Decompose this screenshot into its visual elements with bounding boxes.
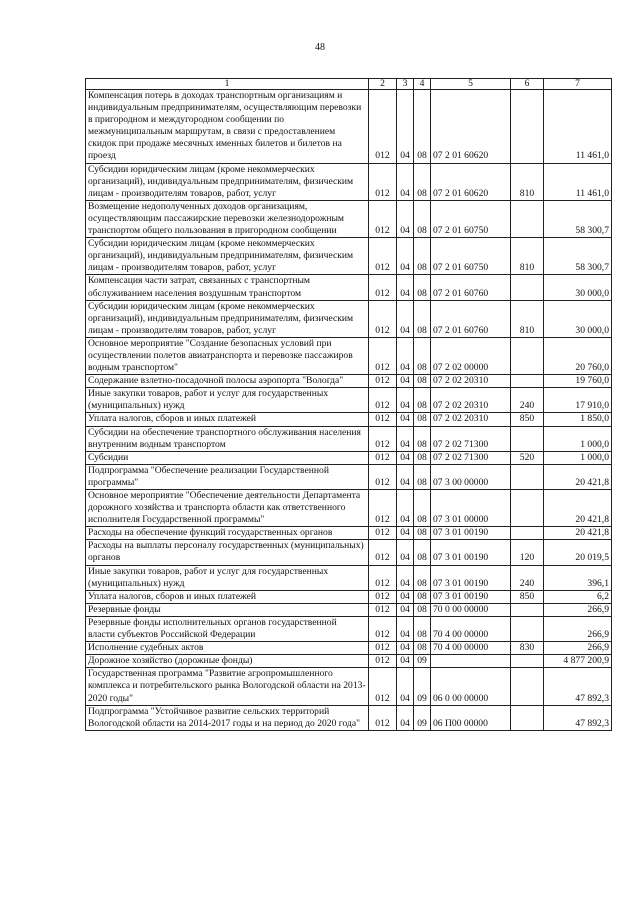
amount: 396,1 <box>544 565 612 590</box>
target-article-code: 07 2 01 60760 <box>431 275 511 300</box>
row-name: Расходы на выплаты персоналу государственных (муниципальных) органов <box>86 540 369 565</box>
amount: 4 877 200,9 <box>544 655 612 668</box>
subsection-code: 08 <box>414 616 431 641</box>
table-row <box>86 527 612 540</box>
amount: 266,9 <box>544 642 612 655</box>
target-article-code: 70 4 00 00000 <box>431 642 511 655</box>
subsection-code: 08 <box>414 90 431 164</box>
section-code: 04 <box>397 705 414 730</box>
subsection-code: 08 <box>414 163 431 200</box>
table-row <box>86 90 612 164</box>
section-code: 04 <box>397 388 414 413</box>
section-code: 04 <box>397 668 414 705</box>
section-code: 04 <box>397 540 414 565</box>
subsection-code: 08 <box>414 464 431 489</box>
header-cell: 4 <box>414 79 431 90</box>
row-name: Иные закупки товаров, работ и услуг для государственных (муниципальных) нужд <box>86 565 369 590</box>
section-code: 04 <box>397 642 414 655</box>
admin-code: 012 <box>369 200 397 237</box>
section-code: 04 <box>397 413 414 426</box>
target-article-code: 07 2 02 20310 <box>431 388 511 413</box>
section-code: 04 <box>397 337 414 374</box>
row-name: Резервные фонды <box>86 603 369 616</box>
admin-code: 012 <box>369 426 397 451</box>
target-article-code: 06 П00 00000 <box>431 705 511 730</box>
row-name: Субсидии юридическим лицам (кроме некоммерческих организаций), индивидуальным предпринимателям, физическим лицам - производителям товаров, работ, услуг <box>86 300 369 337</box>
admin-code: 012 <box>369 413 397 426</box>
amount: 20 019,5 <box>544 540 612 565</box>
table-row <box>86 590 612 603</box>
row-name: Дорожное хозяйство (дорожные фонды) <box>86 655 369 668</box>
target-article-code: 07 2 02 20310 <box>431 413 511 426</box>
table-row <box>86 655 612 668</box>
section-code: 04 <box>397 451 414 464</box>
subsection-code: 08 <box>414 590 431 603</box>
target-article-code: 07 2 02 71300 <box>431 451 511 464</box>
expense-type-code: 830 <box>511 642 544 655</box>
row-name: Резервные фонды исполнительных органов государственной власти субъектов Российской Федерации <box>86 616 369 641</box>
admin-code: 012 <box>369 565 397 590</box>
row-name: Субсидии на обеспечение транспортного обслуживания населения внутренним водным транспортом <box>86 426 369 451</box>
row-name: Иные закупки товаров, работ и услуг для государственных (муниципальных) нужд <box>86 388 369 413</box>
admin-code: 012 <box>369 163 397 200</box>
table-row <box>86 337 612 374</box>
amount: 20 421,8 <box>544 464 612 489</box>
table-row <box>86 642 612 655</box>
subsection-code: 08 <box>414 388 431 413</box>
admin-code: 012 <box>369 616 397 641</box>
section-code: 04 <box>397 163 414 200</box>
admin-code: 012 <box>369 90 397 164</box>
expense-type-code: 850 <box>511 590 544 603</box>
table-row <box>86 200 612 237</box>
row-name: Государственная программа "Развитие агропромышленного комплекса и потребительского рынка Вологодской области на 2013-2020 годы" <box>86 668 369 705</box>
table-row <box>86 464 612 489</box>
expense-type-code <box>511 603 544 616</box>
row-name: Компенсация части затрат, связанных с транспортным обслуживанием населения воздушным транспортом <box>86 275 369 300</box>
target-article-code: 70 0 00 00000 <box>431 603 511 616</box>
target-article-code: 07 2 01 60620 <box>431 90 511 164</box>
expense-type-code <box>511 705 544 730</box>
amount: 1 000,0 <box>544 426 612 451</box>
header-cell: 6 <box>511 79 544 90</box>
amount: 19 760,0 <box>544 375 612 388</box>
budget-table <box>85 78 612 731</box>
target-article-code: 07 2 02 71300 <box>431 426 511 451</box>
target-article-code: 07 3 00 00000 <box>431 464 511 489</box>
amount: 266,9 <box>544 616 612 641</box>
admin-code: 012 <box>369 540 397 565</box>
expense-type-code <box>511 616 544 641</box>
subsection-code: 08 <box>414 337 431 374</box>
section-code: 04 <box>397 603 414 616</box>
target-article-code: 07 3 01 00190 <box>431 540 511 565</box>
expense-type-code <box>511 200 544 237</box>
admin-code: 012 <box>369 668 397 705</box>
row-name: Подпрограмма "Обеспечение реализации Государственной программы" <box>86 464 369 489</box>
expense-type-code: 850 <box>511 413 544 426</box>
row-name: Уплата налогов, сборов и иных платежей <box>86 590 369 603</box>
target-article-code: 70 4 00 00000 <box>431 616 511 641</box>
section-code: 04 <box>397 375 414 388</box>
amount: 1 000,0 <box>544 451 612 464</box>
admin-code: 012 <box>369 490 397 527</box>
page-number: 48 <box>315 42 325 53</box>
subsection-code: 09 <box>414 705 431 730</box>
table-row <box>86 705 612 730</box>
subsection-code: 09 <box>414 655 431 668</box>
row-name: Содержание взлетно-посадочной полосы аэропорта "Вологда" <box>86 375 369 388</box>
amount: 11 461,0 <box>544 163 612 200</box>
expense-type-code <box>511 375 544 388</box>
admin-code: 012 <box>369 451 397 464</box>
amount: 17 910,0 <box>544 388 612 413</box>
section-code: 04 <box>397 300 414 337</box>
expense-type-code: 240 <box>511 565 544 590</box>
expense-type-code: 810 <box>511 238 544 275</box>
section-code: 04 <box>397 490 414 527</box>
target-article-code: 07 3 01 00000 <box>431 490 511 527</box>
row-name: Уплата налогов, сборов и иных платежей <box>86 413 369 426</box>
expense-type-code <box>511 426 544 451</box>
amount: 266,9 <box>544 603 612 616</box>
expense-type-code <box>511 668 544 705</box>
amount: 47 892,3 <box>544 668 612 705</box>
admin-code: 012 <box>369 275 397 300</box>
admin-code: 012 <box>369 300 397 337</box>
subsection-code: 08 <box>414 275 431 300</box>
section-code: 04 <box>397 200 414 237</box>
table-row <box>86 388 612 413</box>
admin-code: 012 <box>369 337 397 374</box>
admin-code: 012 <box>369 603 397 616</box>
section-code: 04 <box>397 464 414 489</box>
expense-type-code <box>511 655 544 668</box>
row-name: Компенсация потерь в доходах транспортным организациям и индивидуальным предпринимателям, осуществляющим перевозки в пригородном и междугородном сообщении по межмуниципальным маршрутам, в связи с предоставлением скидок при продаже месячных именных билетов и билетов на проезд <box>86 90 369 164</box>
expense-type-code <box>511 337 544 374</box>
target-article-code: 06 0 00 00000 <box>431 668 511 705</box>
target-article-code: 07 2 01 60750 <box>431 200 511 237</box>
row-name: Возмещение недополученных доходов организациям, осуществляющим пассажирские перевозки железнодорожным транспортом общего пользования в пригородном сообщении <box>86 200 369 237</box>
table-header-row <box>86 79 612 90</box>
header-cell: 5 <box>431 79 511 90</box>
target-article-code <box>431 655 511 668</box>
admin-code: 012 <box>369 375 397 388</box>
expense-type-code <box>511 527 544 540</box>
subsection-code: 08 <box>414 490 431 527</box>
table-row <box>86 275 612 300</box>
table-row <box>86 238 612 275</box>
admin-code: 012 <box>369 642 397 655</box>
section-code: 04 <box>397 616 414 641</box>
table-row <box>86 163 612 200</box>
section-code: 04 <box>397 275 414 300</box>
target-article-code: 07 2 02 20310 <box>431 375 511 388</box>
admin-code: 012 <box>369 705 397 730</box>
table-row <box>86 540 612 565</box>
row-name: Основное мероприятие "Создание безопасных условий при осуществлении полетов авиатранспорта и перевозке пассажиров водным транспортом" <box>86 337 369 374</box>
target-article-code: 07 2 01 60620 <box>431 163 511 200</box>
expense-type-code <box>511 490 544 527</box>
row-name: Исполнение судебных актов <box>86 642 369 655</box>
section-code: 04 <box>397 527 414 540</box>
section-code: 04 <box>397 426 414 451</box>
amount: 11 461,0 <box>544 90 612 164</box>
admin-code: 012 <box>369 655 397 668</box>
row-name: Подпрограмма "Устойчивое развитие сельских территорий Вологодской области на 2014-2017 годы и на период до 2020 года" <box>86 705 369 730</box>
section-code: 04 <box>397 655 414 668</box>
subsection-code: 08 <box>414 426 431 451</box>
table-row <box>86 413 612 426</box>
admin-code: 012 <box>369 238 397 275</box>
target-article-code: 07 2 02 00000 <box>431 337 511 374</box>
table-row <box>86 565 612 590</box>
expense-type-code: 810 <box>511 300 544 337</box>
target-article-code: 07 2 01 60760 <box>431 300 511 337</box>
subsection-code: 08 <box>414 200 431 237</box>
subsection-code: 08 <box>414 238 431 275</box>
row-name: Основное мероприятие "Обеспечение деятельности Департамента дорожного хозяйства и транспорта области как ответственного исполнителя Государственной программы" <box>86 490 369 527</box>
amount: 47 892,3 <box>544 705 612 730</box>
subsection-code: 08 <box>414 527 431 540</box>
expense-type-code: 520 <box>511 451 544 464</box>
admin-code: 012 <box>369 527 397 540</box>
row-name: Расходы на обеспечение функций государственных органов <box>86 527 369 540</box>
subsection-code: 08 <box>414 603 431 616</box>
subsection-code: 08 <box>414 540 431 565</box>
row-name: Субсидии юридическим лицам (кроме некоммерческих организаций), индивидуальным предпринимателям, физическим лицам - производителям товаров, работ, услуг <box>86 238 369 275</box>
subsection-code: 08 <box>414 375 431 388</box>
subsection-code: 08 <box>414 300 431 337</box>
table-row <box>86 490 612 527</box>
header-cell: 7 <box>544 79 612 90</box>
admin-code: 012 <box>369 464 397 489</box>
target-article-code: 07 2 01 60750 <box>431 238 511 275</box>
amount: 20 421,8 <box>544 527 612 540</box>
expense-type-code: 120 <box>511 540 544 565</box>
table-row <box>86 668 612 705</box>
expense-type-code: 240 <box>511 388 544 413</box>
row-name: Субсидии юридическим лицам (кроме некоммерческих организаций), индивидуальным предпринимателям, физическим лицам - производителям товаров, работ, услуг <box>86 163 369 200</box>
amount: 20 760,0 <box>544 337 612 374</box>
header-cell: 3 <box>397 79 414 90</box>
table-row <box>86 300 612 337</box>
table-row <box>86 603 612 616</box>
section-code: 04 <box>397 90 414 164</box>
amount: 30 000,0 <box>544 275 612 300</box>
expense-type-code <box>511 90 544 164</box>
table-row <box>86 451 612 464</box>
expense-type-code <box>511 275 544 300</box>
admin-code: 012 <box>369 388 397 413</box>
amount: 20 421,8 <box>544 490 612 527</box>
amount: 58 300,7 <box>544 238 612 275</box>
header-cell: 2 <box>369 79 397 90</box>
amount: 30 000,0 <box>544 300 612 337</box>
table-row <box>86 426 612 451</box>
target-article-code: 07 3 01 00190 <box>431 590 511 603</box>
table-row <box>86 375 612 388</box>
subsection-code: 08 <box>414 413 431 426</box>
section-code: 04 <box>397 565 414 590</box>
section-code: 04 <box>397 590 414 603</box>
amount: 1 850,0 <box>544 413 612 426</box>
section-code: 04 <box>397 238 414 275</box>
subsection-code: 08 <box>414 451 431 464</box>
row-name: Субсидии <box>86 451 369 464</box>
expense-type-code: 810 <box>511 163 544 200</box>
subsection-code: 08 <box>414 565 431 590</box>
subsection-code: 09 <box>414 668 431 705</box>
amount: 6,2 <box>544 590 612 603</box>
target-article-code: 07 3 01 00190 <box>431 527 511 540</box>
amount: 58 300,7 <box>544 200 612 237</box>
admin-code: 012 <box>369 590 397 603</box>
header-cell: 1 <box>86 79 369 90</box>
table-row <box>86 616 612 641</box>
expense-type-code <box>511 464 544 489</box>
target-article-code: 07 3 01 00190 <box>431 565 511 590</box>
subsection-code: 08 <box>414 642 431 655</box>
